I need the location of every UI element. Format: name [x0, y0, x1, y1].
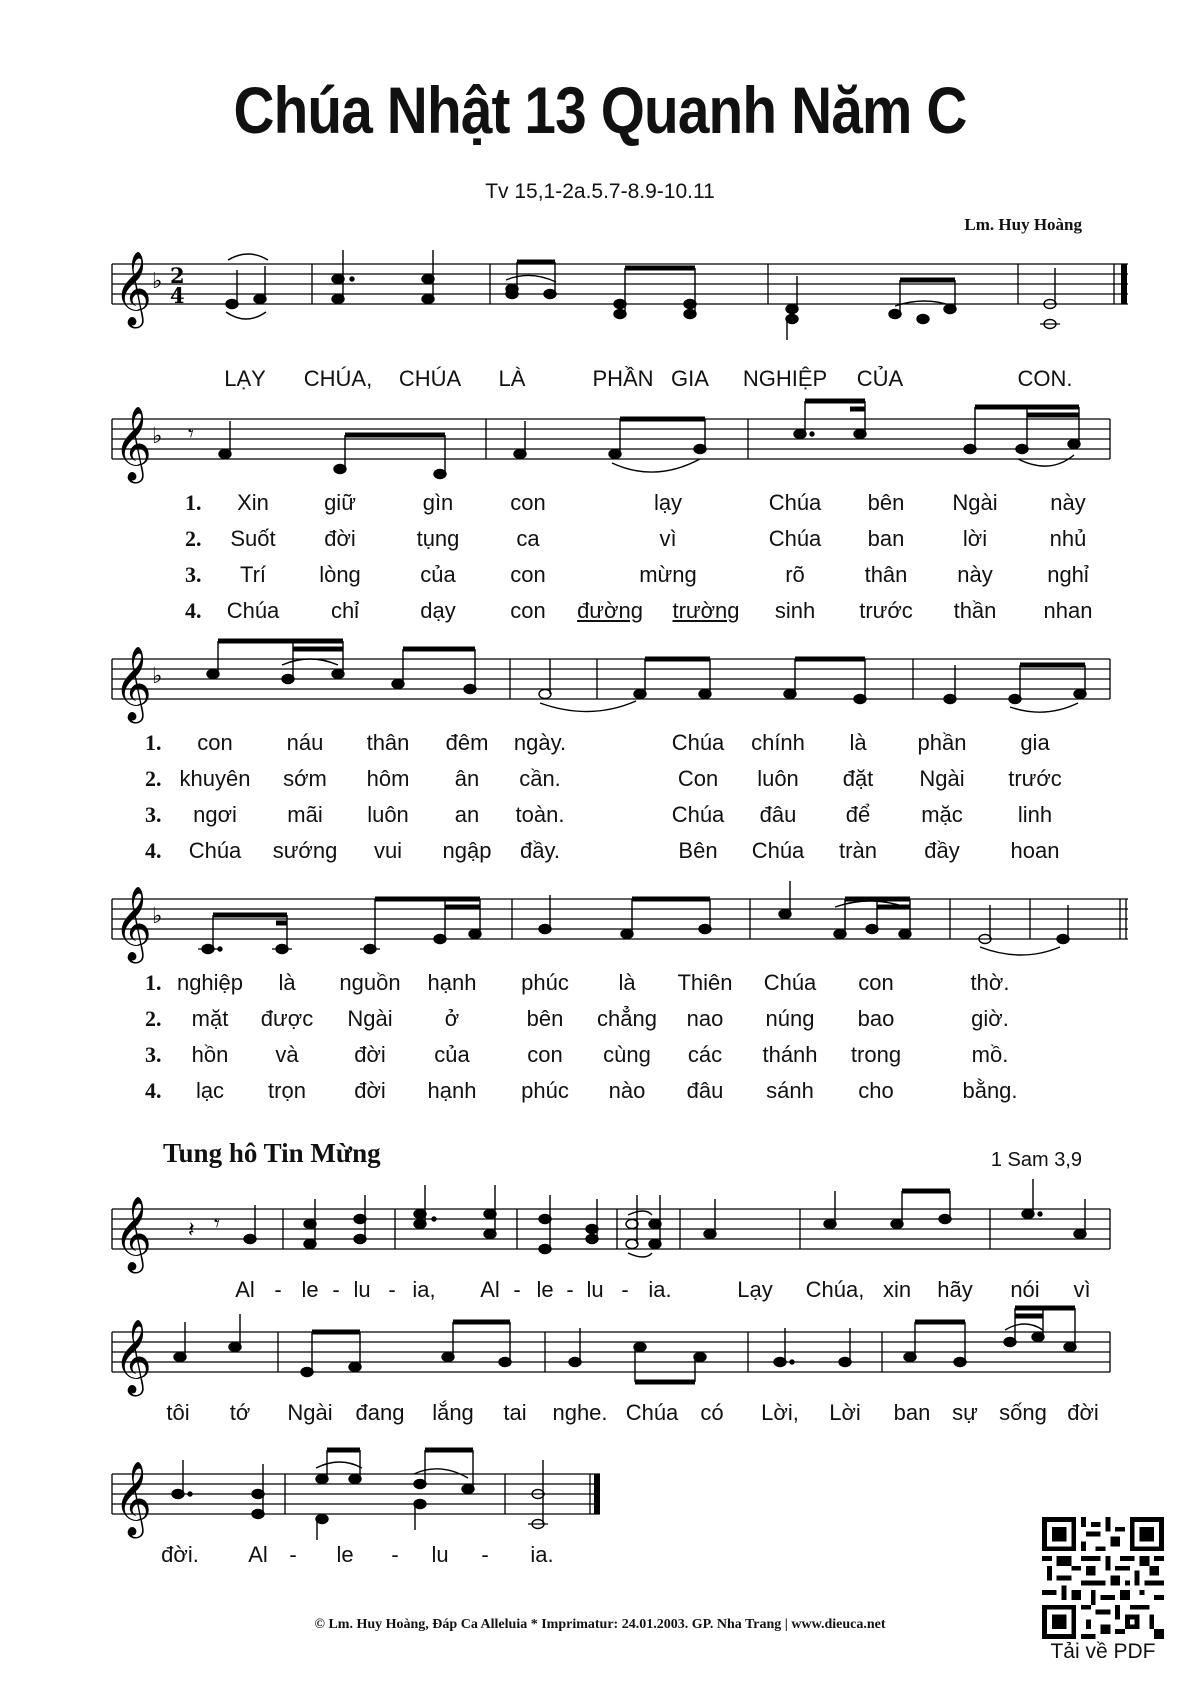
lyric: dạy: [420, 598, 456, 623]
staff-refrain: [0, 240, 1200, 360]
lyric: trường: [672, 598, 740, 623]
download-pdf-label[interactable]: Tải về PDF: [1050, 1640, 1156, 1663]
lyric: -: [621, 1277, 629, 1302]
svg-text:𝄞: 𝄞: [114, 252, 152, 326]
lyric: lu: [431, 1542, 449, 1567]
lyric: trọn: [268, 1078, 306, 1103]
lyric: luôn: [367, 802, 409, 827]
alleluia-lyrics-3: [0, 1542, 1200, 1572]
time-sig-bottom: 4: [170, 283, 185, 308]
lyric: là: [849, 730, 867, 755]
lyric: bằng.: [962, 1078, 1018, 1103]
svg-text:𝄞: 𝄞: [114, 1462, 152, 1536]
lyric: của: [434, 1042, 470, 1067]
lyric: nghỉ: [1047, 562, 1089, 587]
lyric: Chúa: [226, 598, 280, 623]
lyric: ở: [444, 1006, 460, 1031]
composer: Lm. Huy Hoàng: [964, 215, 1082, 234]
lyric: lạy: [653, 490, 683, 515]
staff-alleluia-2: [0, 1308, 1200, 1408]
lyric: ia,: [412, 1277, 436, 1302]
page-title: Chúa Nhật 13 Quanh Năm C: [233, 73, 967, 147]
lyric: vì: [659, 526, 677, 551]
lyric: CỦA: [856, 366, 904, 391]
lyric: được: [260, 1006, 314, 1031]
lyric: Lạy: [737, 1277, 773, 1302]
lyric: đời: [354, 1042, 386, 1067]
lyric: lòng: [319, 562, 361, 587]
lyric: Chúa: [751, 838, 805, 863]
lyric: con: [510, 598, 546, 623]
lyric: an: [454, 802, 480, 827]
lyric: tụng: [416, 526, 460, 551]
lyric: linh: [1017, 802, 1053, 827]
lyric: phần: [917, 730, 967, 755]
lyric: thờ.: [970, 970, 1010, 995]
verse-number: 2.: [185, 526, 202, 551]
svg-text:♭: ♭: [152, 269, 163, 294]
staff-alleluia-1: [0, 1185, 1200, 1285]
svg-text:♭: ♭: [152, 424, 163, 449]
lyric: và: [275, 1042, 299, 1067]
lyric: Ngài: [919, 766, 965, 791]
lyric: hãy: [937, 1277, 973, 1302]
lyric: ia.: [648, 1277, 672, 1302]
lyric: -: [391, 1542, 399, 1567]
lyric: nhan: [1043, 598, 1093, 623]
lyric: nào: [608, 1078, 646, 1103]
lyric: con: [197, 730, 233, 755]
lyric: để: [845, 802, 871, 827]
lyric: nghiệp: [176, 970, 244, 995]
qr-code-icon[interactable]: [1042, 1517, 1164, 1639]
lyric: chính: [751, 730, 805, 755]
lyric: chẳng: [597, 1006, 657, 1031]
lyric: đầy: [924, 838, 960, 863]
lyric: ngập: [442, 838, 492, 863]
lyric: xin: [882, 1277, 912, 1302]
svg-text:𝄞: 𝄞: [114, 407, 152, 481]
lyric: Bên: [678, 838, 718, 863]
lyric: núng: [765, 1006, 815, 1031]
verse-number: 4.: [145, 838, 162, 863]
lyric: khuyên: [179, 766, 251, 791]
lyric: thân: [366, 730, 410, 755]
lyric: đêm: [445, 730, 489, 755]
lyric: Chúa: [671, 730, 725, 755]
lyric: thánh: [762, 1042, 818, 1067]
lyric: vì: [1073, 1277, 1091, 1302]
lyric: Al: [235, 1277, 255, 1302]
staff-verse-3: [0, 875, 1200, 975]
svg-text:𝄞: 𝄞: [114, 1320, 152, 1394]
lyric: giờ.: [971, 1006, 1009, 1031]
lyric: ban: [893, 1400, 931, 1425]
lyric: Lời,: [761, 1400, 799, 1425]
svg-text:𝄾: 𝄾: [188, 422, 194, 447]
lyric: Chúa,: [805, 1277, 865, 1302]
lyric: Ngài: [952, 490, 998, 515]
lyric: hồn: [191, 1042, 229, 1067]
lyric: Ngài: [287, 1400, 333, 1425]
lyric: nói: [1010, 1277, 1040, 1302]
lyric: nghe.: [552, 1400, 608, 1425]
copyright-footer: © Lm. Huy Hoàng, Đáp Ca Alleluia * Imprimatur: 24.01.2003. GP. Nha Trang | www.dieuca.net: [314, 1617, 886, 1632]
lyric: đời: [354, 1078, 386, 1103]
lyric: nhủ: [1049, 526, 1087, 551]
lyric: Trí: [239, 562, 267, 587]
verse-number: 4.: [185, 598, 202, 623]
svg-text:𝄽: 𝄽: [188, 1218, 195, 1243]
lyric: bao: [857, 1006, 895, 1031]
lyric: thần: [953, 598, 997, 623]
refrain-lyrics: [0, 366, 1200, 396]
alleluia-lyrics-1: [0, 1277, 1200, 1307]
lyric: Chúa: [768, 490, 822, 515]
lyric: trước: [1008, 766, 1062, 791]
lyric: mồ.: [971, 1042, 1009, 1067]
lyric: mặc: [921, 802, 963, 827]
lyric: -: [481, 1542, 489, 1567]
lyric: Chúa: [763, 970, 817, 995]
lyric: cùng: [603, 1042, 651, 1067]
scripture-reference: 1 Sam 3,9: [990, 1149, 1082, 1171]
section-title: Tung hô Tin Mừng: [163, 1138, 381, 1168]
lyric: trước: [859, 598, 913, 623]
lyric: đặt: [842, 766, 874, 791]
lyric: này: [1050, 490, 1086, 515]
verse-number: 3.: [185, 562, 202, 587]
lyric: le: [536, 1277, 554, 1302]
lyric: đầy.: [520, 838, 560, 863]
lyric: LÀ: [498, 366, 526, 391]
lyric: Thiên: [677, 970, 733, 995]
lyric: hạnh: [427, 1078, 477, 1103]
lyric: -: [274, 1277, 282, 1302]
lyric: le: [301, 1277, 319, 1302]
lyric: tớ: [229, 1400, 251, 1425]
svg-text:♭: ♭: [152, 664, 163, 689]
lyric: LẠY: [224, 366, 266, 391]
lyric: PHẦN: [592, 366, 654, 391]
lyric: sự: [952, 1400, 978, 1425]
lyric: ia.: [530, 1542, 554, 1567]
lyric: cần.: [519, 766, 561, 791]
staff-verse-1: [0, 395, 1200, 495]
lyric: Chúa: [671, 802, 725, 827]
lyric: đời: [324, 526, 356, 551]
lyric: đâu: [759, 802, 797, 827]
lyric: toàn.: [515, 802, 565, 827]
lyric: sánh: [766, 1078, 814, 1103]
lyric: bên: [526, 1006, 564, 1031]
lyric: Chúa: [768, 526, 822, 551]
lyric: -: [332, 1277, 340, 1302]
lyric: gia: [1020, 730, 1050, 755]
lyric: các: [687, 1042, 723, 1067]
lyric: ca: [516, 526, 540, 551]
lyric: lu: [353, 1277, 371, 1302]
lyric: trong: [850, 1042, 902, 1067]
lyric: giữ: [324, 490, 356, 515]
lyric: Lời: [829, 1400, 861, 1425]
lyric: ngày.: [513, 730, 567, 755]
lyric: con: [858, 970, 894, 995]
verse-number: 2.: [145, 766, 162, 791]
lyric: -: [289, 1542, 297, 1567]
lyric: bên: [867, 490, 905, 515]
lyric: ban: [867, 526, 905, 551]
lyric: đường: [577, 598, 643, 623]
svg-text:♭: ♭: [152, 904, 163, 929]
lyric: là: [278, 970, 296, 995]
staff-alleluia-3: [0, 1450, 1200, 1550]
lyric: GIA: [671, 366, 709, 391]
lyric: thân: [864, 562, 908, 587]
lyric: Suốt: [230, 526, 276, 551]
lyric: Al: [480, 1277, 500, 1302]
lyric: cho: [858, 1078, 894, 1103]
lyric: nao: [686, 1006, 724, 1031]
lyric: le: [336, 1542, 354, 1567]
verse-number: 4.: [145, 1078, 162, 1103]
verse-number: 3.: [145, 802, 162, 827]
lyric: rõ: [785, 562, 805, 587]
lyric: có: [700, 1400, 724, 1425]
lyric: mặt: [191, 1006, 229, 1031]
verse-number: 1.: [145, 970, 162, 995]
lyric: CHÚA,: [303, 366, 373, 391]
psalm-reference: Tv 15,1-2a.5.7-8.9-10.11: [485, 180, 715, 203]
verse-number: 2.: [145, 1006, 162, 1031]
svg-text:𝄞: 𝄞: [114, 887, 152, 961]
lyric: ngơi: [193, 802, 237, 827]
lyric: của: [420, 562, 456, 587]
lyric: sinh: [774, 598, 816, 623]
lyric: luôn: [757, 766, 799, 791]
lyric: đời: [1067, 1400, 1099, 1425]
lyric: lời: [962, 526, 988, 551]
lyric: Chúa: [188, 838, 242, 863]
lyric: đời.: [161, 1542, 199, 1567]
lyric: nguồn: [339, 970, 401, 995]
lyric: tràn: [839, 838, 877, 863]
lyric: -: [513, 1277, 521, 1302]
svg-text:𝄞: 𝄞: [114, 647, 152, 721]
lyric: Con: [677, 766, 719, 791]
lyric: tôi: [166, 1400, 190, 1425]
lyric: sống: [999, 1400, 1047, 1425]
lyric: lạc: [195, 1078, 225, 1103]
lyric: đang: [355, 1400, 405, 1425]
lyric: NGHIỆP: [742, 366, 828, 391]
lyric: -: [388, 1277, 396, 1302]
lyric: Chúa: [625, 1400, 679, 1425]
lyric: Xin: [237, 490, 269, 515]
staff-verse-2: [0, 635, 1200, 735]
lyric: Al: [248, 1542, 268, 1567]
lyric: gìn: [422, 490, 454, 515]
lyric: -: [566, 1277, 574, 1302]
lyric: ân: [454, 766, 480, 791]
lyric: sướng: [272, 838, 338, 863]
verse-number: 3.: [145, 1042, 162, 1067]
lyric: CON.: [1017, 366, 1073, 391]
lyric: mãi: [287, 802, 323, 827]
lyric: hoan: [1010, 838, 1060, 863]
svg-text:𝄞: 𝄞: [114, 1197, 152, 1271]
verse-number: 1.: [145, 730, 162, 755]
alleluia-lyrics-2: [0, 1400, 1200, 1430]
lyric: Ngài: [347, 1006, 393, 1031]
lyric: náu: [286, 730, 324, 755]
lyric: này: [957, 562, 993, 587]
lyric: CHÚA: [398, 366, 462, 391]
lyric: phúc: [521, 1078, 569, 1103]
lyric: lu: [586, 1277, 604, 1302]
lyric: là: [618, 970, 636, 995]
time-sig-top: 2: [170, 263, 185, 288]
lyric: sớm: [283, 766, 327, 791]
svg-text:𝄾: 𝄾: [214, 1212, 220, 1237]
lyric: vui: [373, 838, 403, 863]
lyric: hạnh: [427, 970, 477, 995]
lyric: phúc: [521, 970, 569, 995]
lyric: chỉ: [330, 598, 360, 623]
lyric: lắng: [432, 1400, 474, 1425]
lyric: mừng: [639, 562, 697, 587]
lyric: đâu: [686, 1078, 724, 1103]
lyric: con: [527, 1042, 563, 1067]
verse-number: 1.: [185, 490, 202, 515]
lyric: hôm: [366, 766, 410, 791]
lyric: con: [510, 490, 546, 515]
lyric: con: [510, 562, 546, 587]
lyric: tai: [503, 1400, 527, 1425]
